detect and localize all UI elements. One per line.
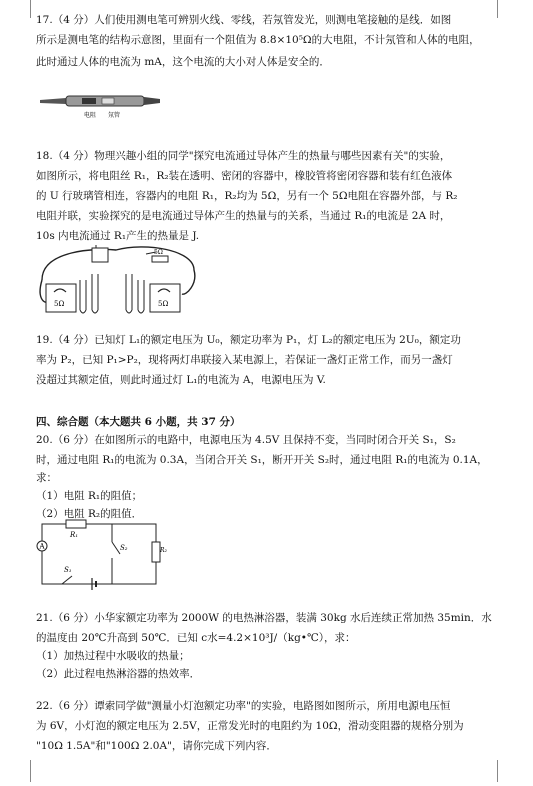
circuit-diagram-q20 [36, 520, 166, 592]
q17-line-1: 17.（4 分）人们使用测电笔可辨别火线、零线，若氖管发光，则测电笔接触的是线．如图 [36, 14, 452, 26]
switch-s1 [62, 576, 72, 584]
label-neon-tube: 氖管 [108, 112, 121, 119]
q18-line-4: 电阻并联，实验探究的是电流通过导体产生的热量与的关系，当通过 R₁的电流是 2A 时， [36, 210, 451, 222]
q20-line-2: 时，通过电阻 R₁的电流为 0.3A，当闭合开关 S₁，断开开关 S₂时，通过电阻 R₁的电流为 0.1A， [36, 454, 488, 466]
label-resistor: 电阻 [84, 112, 97, 119]
circuit-frame [42, 524, 156, 584]
q20-line-1: 20.（6 分）在如图所示的电路中，电源电压为 4.5V 且保持不变，当同时闭合开关 S₁，S₂ [36, 434, 456, 446]
pen-tip [40, 98, 66, 104]
q20-line-3: 求： [36, 472, 57, 484]
crop-mark-bottom-left [30, 760, 45, 782]
q18-line-1: 18.（4 分）物理兴趣小组的同学"探究电流通过导体产生的热量与哪些因素有关"的实验， [36, 150, 451, 162]
external-resistor [152, 256, 168, 262]
battery [92, 248, 108, 262]
pen-neon-tube [102, 98, 114, 104]
label-s2: S₂ [120, 544, 128, 552]
resistor-r2 [152, 542, 160, 562]
q22-line-2: 为 6V，小灯泡的额定电压为 2.5V，正常发光时的电阻约为 10Ω，滑动变阻器的规格分别为 [36, 720, 464, 732]
switch-s2 [112, 542, 120, 554]
crop-mark-bottom-right [497, 760, 512, 782]
label-ammeter: A [39, 542, 45, 551]
q21-line-4: （2）此过程电热淋浴器的热效率． [36, 668, 201, 680]
q17-line-2: 所示是测电笔的结构示意图，里面有一个阻值为 8.8×10⁵Ω的大电阻，不计氖管和人体的电阻， [36, 34, 480, 46]
pen-resistor [82, 98, 96, 104]
q19-line-3: 没超过其额定值，则此时通过灯 L₁的电流为 A，电源电压为 V. [36, 374, 326, 386]
u-tube-right [126, 274, 132, 313]
q20-line-4: （1）电阻 R₁的阻值； [36, 490, 143, 502]
q17-line-3: 此时通过人体的电流为 mA，这个电流的大小对人体是安全的． [36, 56, 330, 68]
q22-line-1: 22.（6 分）谭索同学做"测量小灯泡额定功率"的实验，电路图如图所示，所用电源电压恒 [36, 700, 451, 712]
section-4-heading: 四、综合题（本大题共 6 小题，共 37 分） [36, 416, 241, 428]
heat-experiment-figure [36, 240, 206, 320]
q18-line-3: 的 U 行玻璃管相连，容器内的电阻 R₁，R₂均为 5Ω，另有一个 5Ω电阻在容器外部，与 R₂ [36, 190, 458, 202]
q21-line-2: 的温度由 20℃升高到 50℃．已知 c水=4.2×10³J/（kg•℃），求： [36, 632, 356, 644]
q18-line-5: 10s 内电流通过 R₁产生的热量是 J. [36, 230, 200, 242]
label-s1: S₁ [64, 566, 72, 574]
test-pen-figure [36, 84, 166, 120]
label-right-5ohm: 5Ω [158, 300, 169, 308]
q18-line-2: 如图所示，将电阻丝 R₁，R₂装在透明、密闭的容器中，橡胶管将密闭容器和装有红色液体 [36, 170, 453, 182]
label-r2: R₂ [160, 547, 167, 554]
q19-line-2: 率为 P₂，已知 P₁>P₂，现将两灯串联接入某电源上，若保证一盏灯正常工作，而另一盏灯 [36, 354, 453, 366]
q21-line-1: 21.（6 分）小华家额定功率为 2000W 的电热淋浴器，装满 30kg 水后连续正常加热 35min．水 [36, 612, 492, 624]
crop-mark-top-right [497, 0, 512, 18]
q20-line-5: （2）电阻 R₂的阻值． [36, 508, 143, 520]
resistor-r1 [66, 520, 86, 528]
label-r1: R₁ [70, 531, 79, 539]
label-left-5ohm: 5Ω [54, 300, 65, 308]
q19-line-1: 19.（4 分）已知灯 L₁的额定电压为 U₀，额定功率为 P₁，灯 L₂的额定电压为 2U₀，额定功 [36, 334, 461, 346]
q22-line-3: "10Ω 1.5A"和"100Ω 2.0A"，请你完成下列内容． [36, 740, 277, 752]
u-tube-right-2 [138, 280, 144, 313]
u-tube-left-2 [92, 274, 98, 313]
pen-cap [144, 97, 160, 105]
label-external-5ohm: 5Ω [154, 249, 163, 256]
q21-line-3: （1）加热过程中水吸收的热量； [36, 650, 190, 662]
u-tube-left [80, 280, 86, 313]
